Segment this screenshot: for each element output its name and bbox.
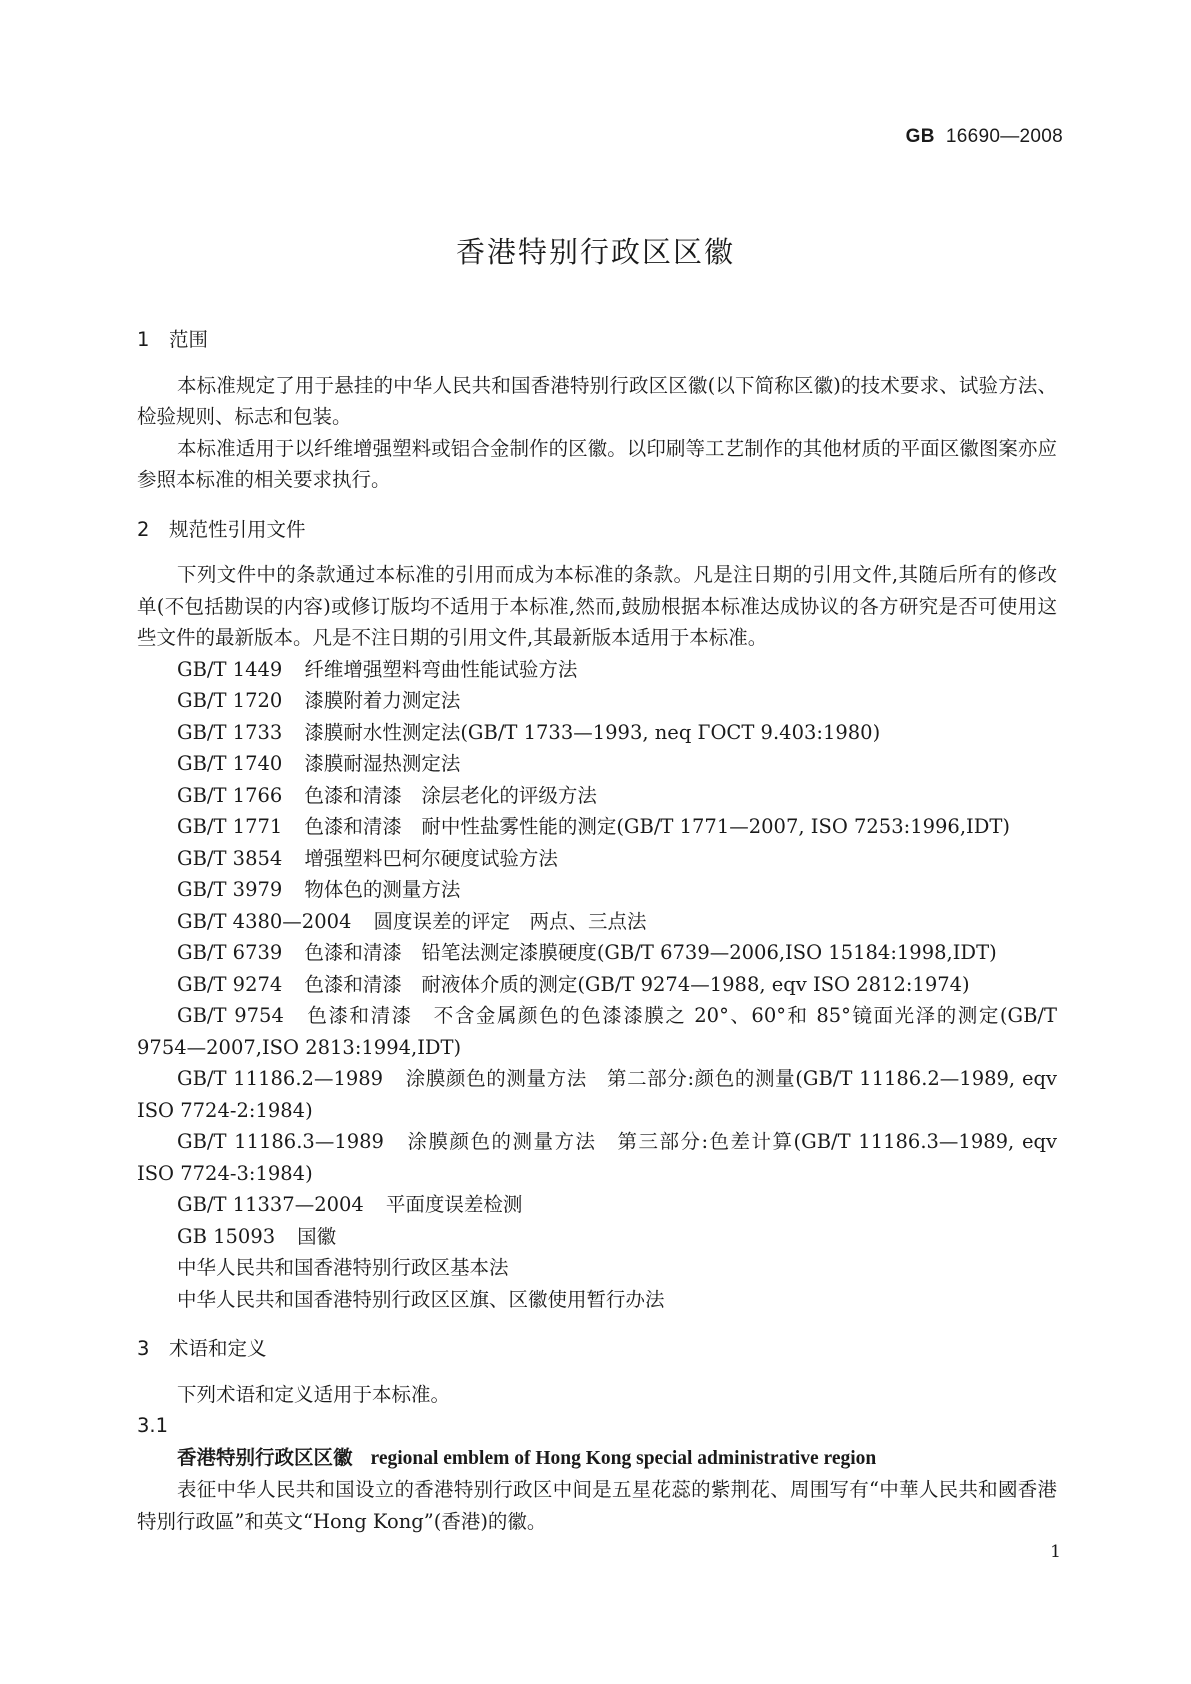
reference-title: 涂膜颜色的测量方法 第三部分:色差计算(GB/T 11186.3—1989, eqv ISO 7724-3:1984) xyxy=(137,1130,1057,1185)
term-definition: 表征中华人民共和国设立的香港特别行政区中间是五星花蕊的紫荆花、周围写有“中華人民共和國香港特別行政區”和英文“Hong Kong”(香港)的徽。 xyxy=(137,1478,1057,1533)
reference-code: GB/T 1733 xyxy=(177,720,283,744)
reference-item xyxy=(137,654,1057,686)
reference-title: 中华人民共和国香港特别行政区基本法 xyxy=(177,1256,509,1279)
reference-title: 漆膜附着力测定法 xyxy=(304,689,461,712)
reference-title: 中华人民共和国香港特别行政区区旗、区徽使用暂行办法 xyxy=(177,1287,665,1311)
reference-title: 色漆和清漆 涂层老化的评级方法 xyxy=(304,783,597,807)
reference-item xyxy=(137,1221,1057,1253)
reference-code: GB/T 4380—2004 xyxy=(177,909,352,933)
reference-item xyxy=(137,685,1057,717)
document-body xyxy=(137,324,1057,1537)
reference-item xyxy=(137,969,1057,1001)
reference-code: GB/T 1740 xyxy=(177,752,283,775)
reference-title: 增强塑料巴柯尔硬度试验方法 xyxy=(304,846,558,870)
reference-title: 色漆和清漆 耐液体介质的测定(GB/T 9274—1988, eqv ISO 2812:1974) xyxy=(304,972,970,996)
reference-title: 色漆和清漆 耐中性盐雾性能的测定(GB/T 1771—2007, ISO 7253:1996,IDT) xyxy=(304,815,1010,838)
section-number: 2 xyxy=(137,517,150,541)
reference-title: 圆度误差的评定 两点、三点法 xyxy=(373,909,647,933)
reference-list xyxy=(137,654,1057,1316)
reference-title: 物体色的测量方法 xyxy=(304,878,461,901)
reference-title: 色漆和清漆 铅笔法测定漆膜硬度(GB/T 6739—2006,ISO 15184:1998,IDT) xyxy=(304,941,997,964)
reference-title: 漆膜耐湿热测定法 xyxy=(304,752,461,775)
paragraph: 下列术语和定义适用于本标准。 xyxy=(177,1382,451,1406)
reference-code: GB/T 1771 xyxy=(177,815,283,838)
reference-item xyxy=(137,1284,1057,1316)
reference-item xyxy=(137,1063,1057,1126)
paragraph: 本标准规定了用于悬挂的中华人民共和国香港特别行政区区徽(以下简称区徽)的技术要求、试验方法、检验规则、标志和包装。 xyxy=(137,373,1057,428)
reference-title: 国徽 xyxy=(297,1224,337,1248)
reference-code: GB/T 11337—2004 xyxy=(177,1193,364,1216)
reference-item xyxy=(137,811,1057,843)
reference-code: GB/T 3979 xyxy=(177,878,283,901)
reference-title: 平面度误差检测 xyxy=(385,1193,523,1216)
reference-item xyxy=(137,937,1057,969)
paragraph: 下列文件中的条款通过本标准的引用而成为本标准的条款。凡是注日期的引用文件,其随后所有的修改单(不包括勘误的内容)或修订版均不适用于本标准,然而,鼓励根据本标准达成协议的各方研究是否可使用这些文件的最新版本。凡是不注日期的引用文件,其最新版本适用于本标准。 xyxy=(137,563,1057,649)
section-number: 3 xyxy=(137,1337,150,1360)
standard-number: 16690—2008 xyxy=(945,126,1063,147)
reference-code: GB 15093 xyxy=(177,1224,276,1248)
reference-title: 涂膜颜色的测量方法 第二部分:颜色的测量(GB/T 11186.2—1989, eqv ISO 7724-2:1984) xyxy=(137,1067,1057,1122)
reference-title: 漆膜耐水性测定法(GB/T 1733—1993, neq ГОСТ 9.403:1980) xyxy=(304,720,881,744)
section-1-heading xyxy=(137,324,1057,356)
reference-title: 纤维增强塑料弯曲性能试验方法 xyxy=(304,657,578,681)
reference-code: GB/T 11186.2—1989 xyxy=(177,1067,384,1090)
reference-item xyxy=(137,843,1057,875)
reference-item xyxy=(137,906,1057,938)
reference-item xyxy=(137,717,1057,749)
section-title: 术语和定义 xyxy=(169,1337,267,1360)
reference-item xyxy=(137,748,1057,780)
document-title: 香港特别行政区区徽 xyxy=(455,235,735,269)
clause-number: 3.1 xyxy=(137,1414,169,1437)
standard-code xyxy=(906,126,1063,148)
reference-item xyxy=(137,874,1057,906)
reference-code: GB/T 9274 xyxy=(177,972,283,996)
reference-item xyxy=(137,1189,1057,1221)
section-number: 1 xyxy=(137,328,150,351)
paragraph: 本标准适用于以纤维增强塑料或铝合金制作的区徽。以印刷等工艺制作的其他材质的平面区徽图案亦应参照本标准的相关要求执行。 xyxy=(137,436,1057,491)
reference-code: GB/T 1720 xyxy=(177,689,283,712)
reference-code: GB/T 1449 xyxy=(177,657,283,681)
section-3-heading xyxy=(137,1333,1057,1365)
reference-code: GB/T 11186.3—1989 xyxy=(177,1130,384,1153)
reference-code: GB/T 9754 xyxy=(177,1004,284,1027)
standard-prefix: GB xyxy=(905,126,935,147)
page-number: 1 xyxy=(1050,1542,1061,1562)
reference-item xyxy=(137,1126,1057,1189)
section-title: 范围 xyxy=(169,328,209,351)
term-chinese: 香港特别行政区区徽 xyxy=(177,1445,353,1469)
reference-title: 色漆和清漆 不含金属颜色的色漆漆膜之 20°、60°和 85°镜面光泽的测定(GB/T 9754—2007,ISO 2813:1994,IDT) xyxy=(137,1004,1057,1059)
reference-code: GB/T 3854 xyxy=(177,846,283,870)
term-entry xyxy=(137,1442,1057,1475)
reference-item xyxy=(137,780,1057,812)
reference-code: GB/T 6739 xyxy=(177,941,283,964)
term-english: regional emblem of Hong Kong special administrative region xyxy=(370,1447,877,1469)
reference-item xyxy=(137,1000,1057,1063)
section-2-heading xyxy=(137,514,1057,546)
section-title: 规范性引用文件 xyxy=(169,517,306,541)
reference-code: GB/T 1766 xyxy=(177,783,283,807)
reference-item xyxy=(137,1252,1057,1284)
